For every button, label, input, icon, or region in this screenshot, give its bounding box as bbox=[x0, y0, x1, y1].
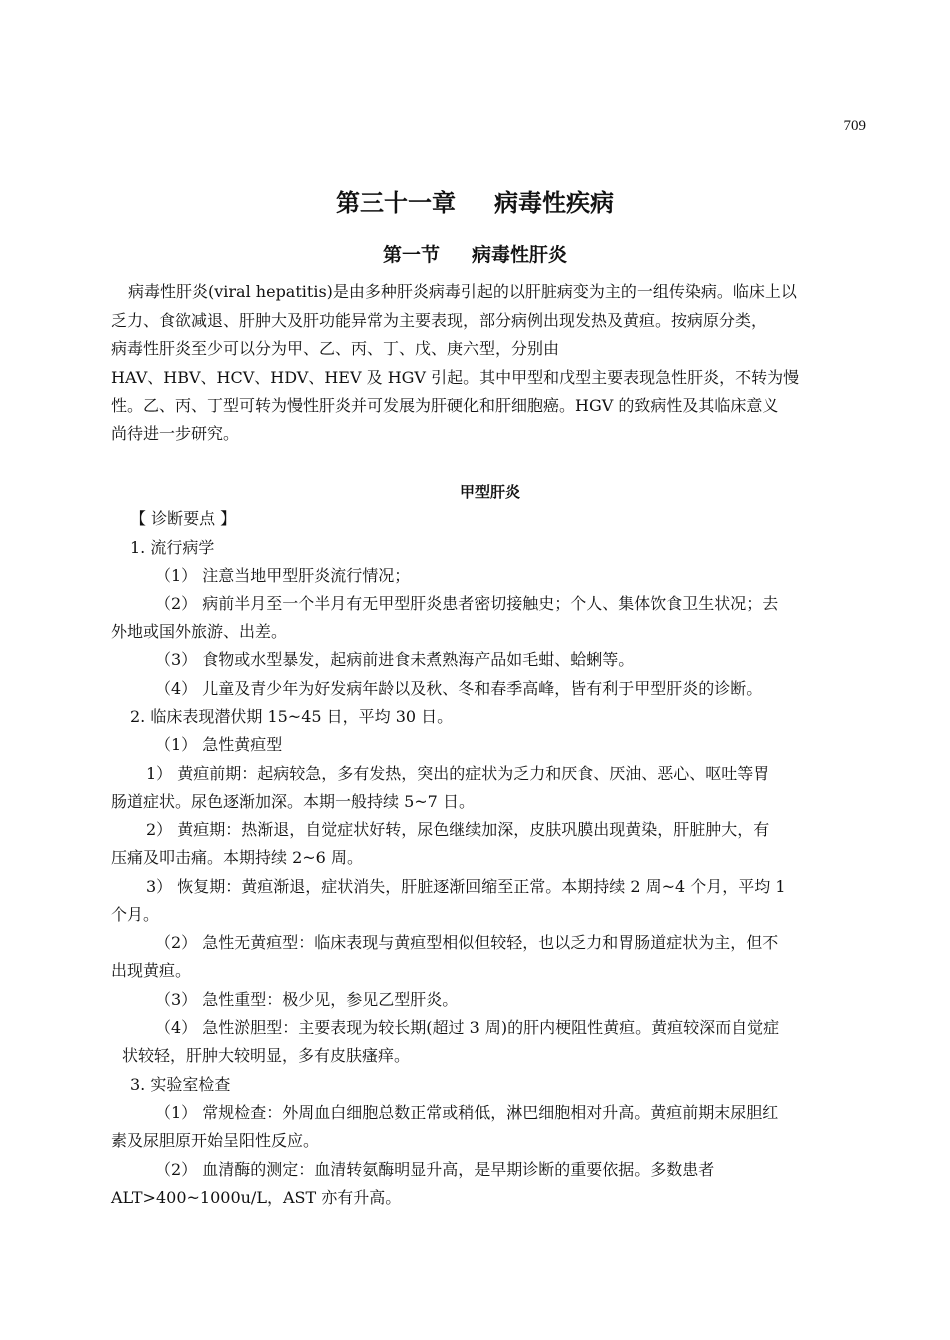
section-title: 病毒性肝炎 bbox=[472, 244, 568, 266]
list-item: （1） 常规检查：外周血白细胞总数正常或稍低，淋巴细胞相对升高。黄疸前期末尿胆红 bbox=[155, 1103, 779, 1122]
list-item-continuation: 素及尿胆原开始呈阳性反应。 bbox=[111, 1131, 320, 1150]
chapter-title: 病毒性疾病 bbox=[494, 189, 614, 217]
intro-line: 病毒性肝炎(viral hepatitis)是由多种肝炎病毒引起的以肝脏病变为主的一组传染病。临床上以 bbox=[128, 282, 797, 301]
list-heading: 3. 实验室检查 bbox=[130, 1075, 231, 1094]
list-item: （4） 儿童及青少年为好发病年龄以及秋、冬和春季高峰，皆有利于甲型肝炎的诊断。 bbox=[155, 679, 763, 698]
list-item-continuation: 肠道症状。尿色逐渐加深。本期一般持续 5~7 日。 bbox=[111, 792, 475, 811]
intro-line: HAV、HBV、HCV、HDV、HEV 及 HGV 引起。其中甲型和戊型主要表现急性肝炎，不转为慢 bbox=[111, 368, 800, 387]
list-item-continuation: 个月。 bbox=[111, 905, 160, 924]
list-item: （3） 食物或水型暴发，起病前进食未煮熟海产品如毛蚶、蛤蜊等。 bbox=[155, 650, 635, 669]
list-heading: 1. 流行病学 bbox=[130, 538, 215, 557]
intro-line: 病毒性肝炎至少可以分为甲、乙、丙、丁、戊、庚六型，分别由 bbox=[111, 339, 560, 358]
list-item-continuation: 压痛及叩击痛。本期持续 2~6 周。 bbox=[111, 848, 363, 867]
list-item: （2） 病前半月至一个半月有无甲型肝炎患者密切接触史；个人、集体饮食卫生状况；去 bbox=[155, 594, 779, 613]
list-item: 2） 黄疸期：热渐退，自觉症状好转，尿色继续加深，皮肤巩膜出现黄染，肝脏肿大，有 bbox=[146, 820, 770, 839]
chapter-heading bbox=[0, 188, 950, 218]
list-item: （2） 急性无黄疸型：临床表现与黄疸型相似但较轻，也以乏力和胃肠道症状为主，但不 bbox=[155, 933, 779, 952]
list-item-continuation: 状较轻，肝肿大较明显，多有皮肤瘙痒。 bbox=[122, 1046, 411, 1065]
list-item: （1） 注意当地甲型肝炎流行情况； bbox=[155, 566, 411, 585]
list-item-continuation: ALT>400~1000u/L，AST 亦有升高。 bbox=[111, 1188, 402, 1207]
chapter-number: 第三十一章 bbox=[336, 189, 456, 217]
list-item-continuation: 外地或国外旅游、出差。 bbox=[111, 622, 288, 641]
intro-line: 性。乙、丙、丁型可转为慢性肝炎并可发展为肝硬化和肝细胞癌。HGV 的致病性及其临床意义 bbox=[111, 396, 779, 415]
diagnosis-points-heading: 【 诊断要点 】 bbox=[130, 509, 237, 528]
section-heading bbox=[0, 243, 950, 267]
list-item: 3） 恢复期：黄疸渐退，症状消失，肝脏逐渐回缩至正常。本期持续 2 周~4 个月，平均 1 bbox=[146, 877, 786, 896]
section-number: 第一节 bbox=[382, 244, 440, 266]
intro-line: 尚待进一步研究。 bbox=[111, 424, 240, 443]
list-item: （4） 急性淤胆型：主要表现为较长期(超过 3 周)的肝内梗阻性黄疸。黄疸较深而自觉症 bbox=[155, 1018, 780, 1037]
page-number: 709 bbox=[843, 118, 866, 134]
list-item: （1） 急性黄疸型 bbox=[155, 735, 283, 754]
list-heading: 2. 临床表现潜伏期 15~45 日，平均 30 日。 bbox=[130, 707, 454, 726]
subheading-hepatitis-a: 甲型肝炎 bbox=[459, 483, 520, 501]
list-item-continuation: 出现黄疸。 bbox=[111, 961, 192, 980]
list-item: （3） 急性重型：极少见，参见乙型肝炎。 bbox=[155, 990, 459, 1009]
intro-line: 乏力、食欲减退、肝肿大及肝功能异常为主要表现，部分病例出现发热及黄疸。按病原分类， bbox=[111, 311, 768, 330]
list-item: （2） 血清酶的测定：血清转氨酶明显升高，是早期诊断的重要依据。多数患者 bbox=[155, 1160, 715, 1179]
list-item: 1） 黄疸前期：起病较急，多有发热，突出的症状为乏力和厌食、厌油、恶心、呕吐等胃 bbox=[146, 764, 770, 783]
